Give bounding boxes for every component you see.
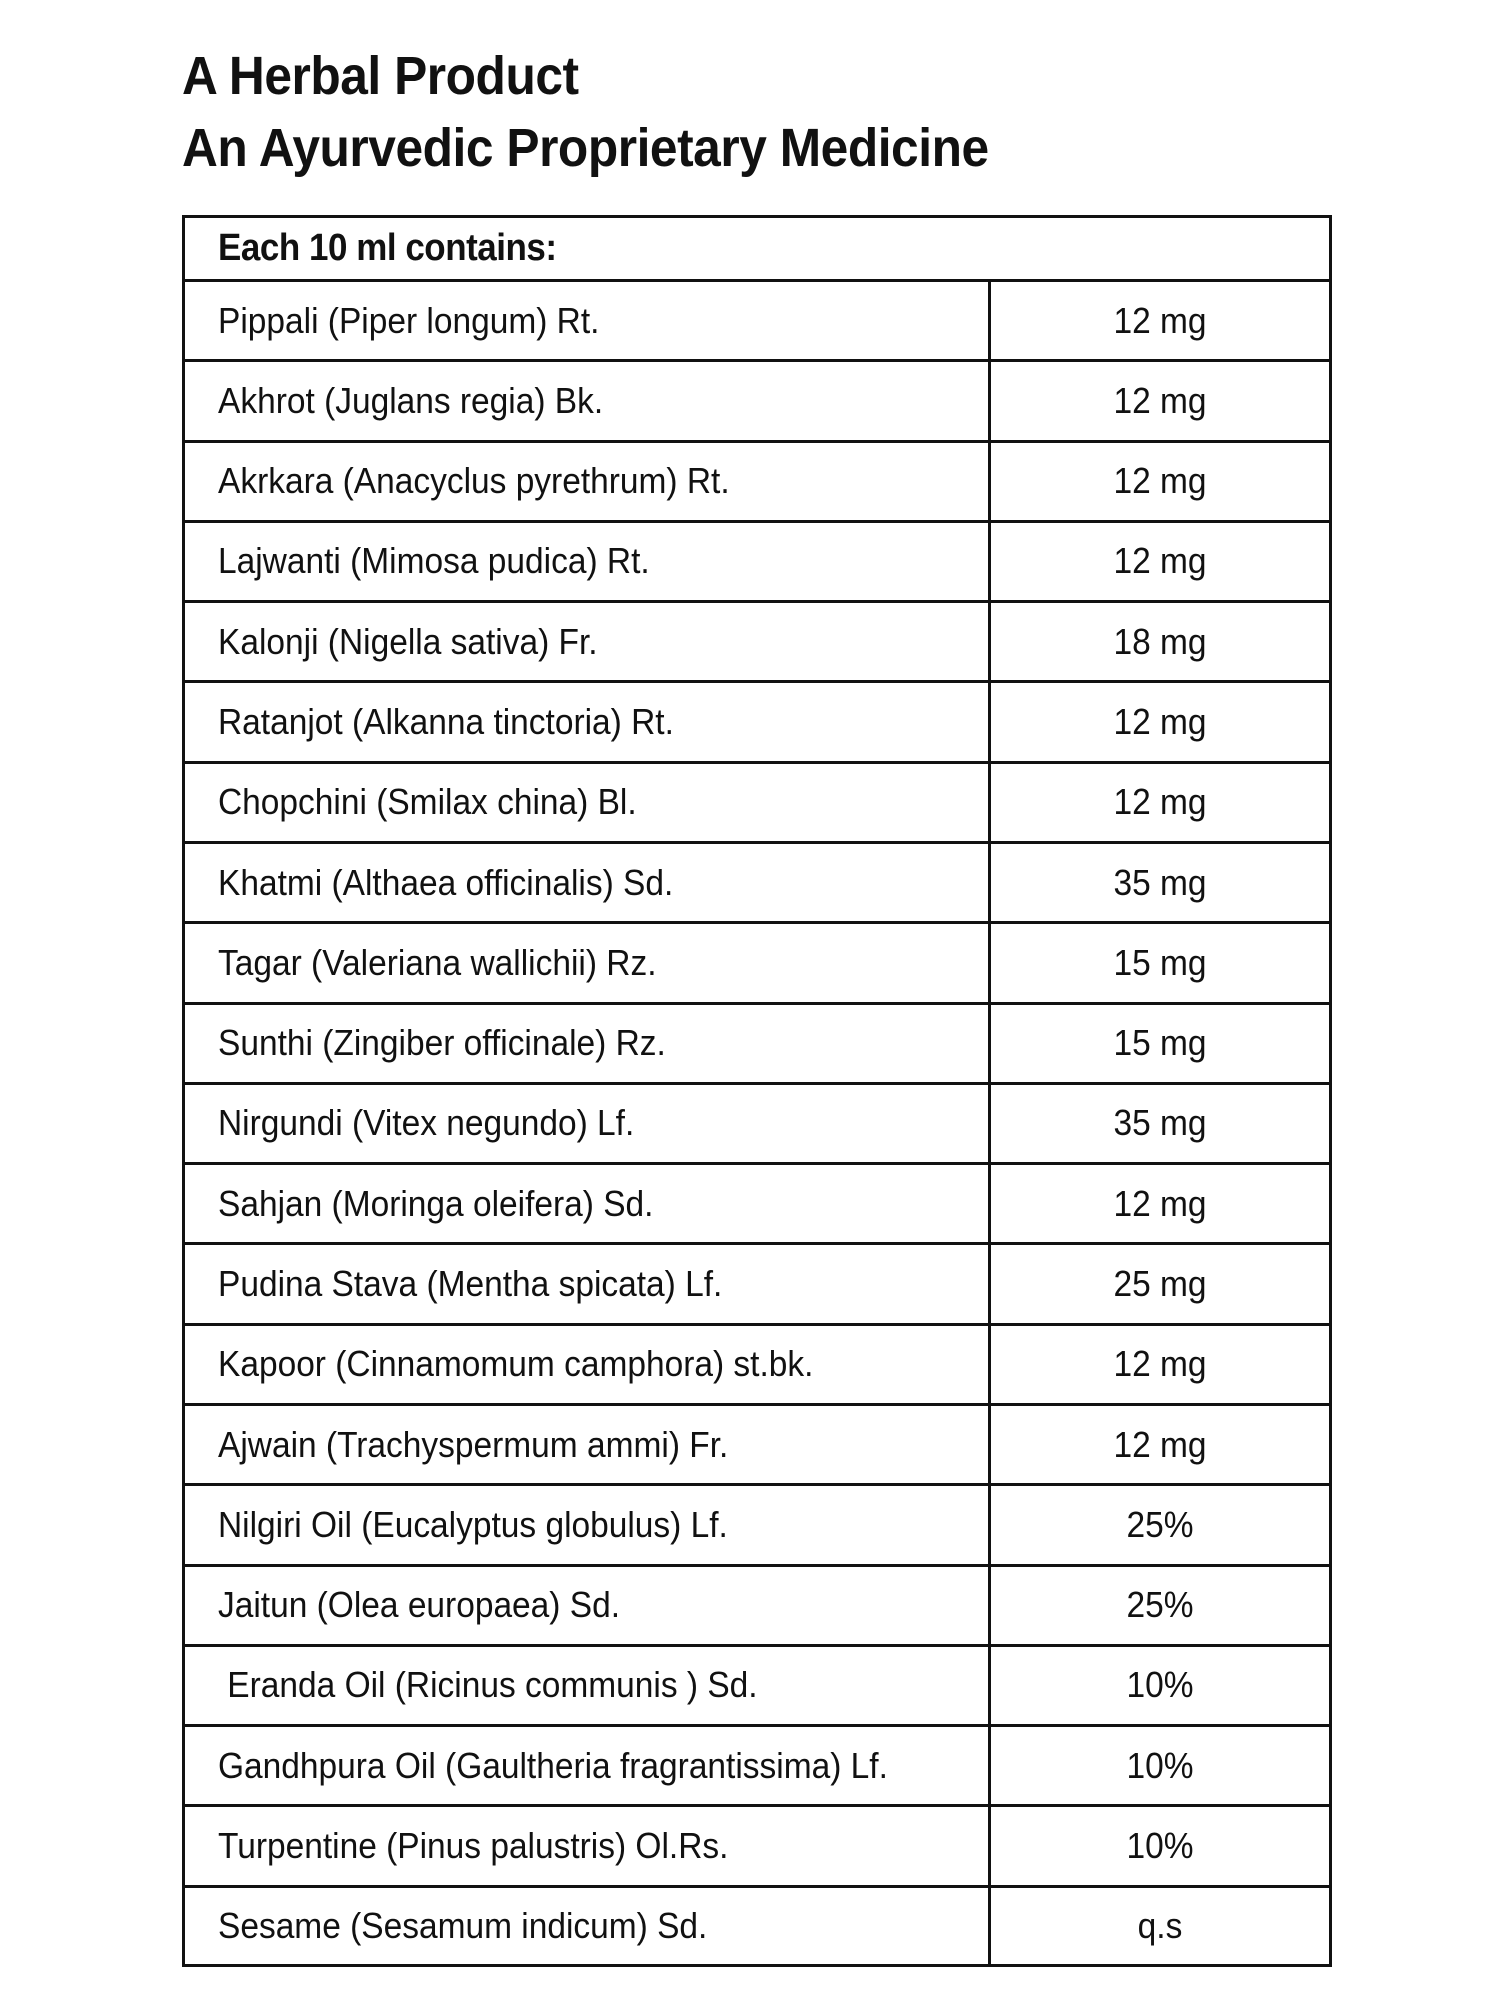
product-type-line: A Herbal Product: [182, 46, 579, 106]
ingredient-name-text: Sunthi (Zingiber officinale) Rz.: [218, 1022, 666, 1064]
ingredient-quantity: [989, 1404, 1329, 1484]
ingredient-quantity: [989, 521, 1329, 601]
table-row: [185, 842, 1329, 922]
table-row: [185, 1244, 1329, 1324]
medicine-type-line: An Ayurvedic Proprietary Medicine: [182, 118, 989, 178]
ingredient-name-text: Turpentine (Pinus palustris) Ol.Rs.: [218, 1824, 729, 1866]
table-row: [185, 1083, 1329, 1163]
ingredient-name-text: Ajwain (Trachyspermum ammi) Fr.: [218, 1423, 729, 1465]
ingredient-quantity-text: 12 mg: [1113, 379, 1207, 421]
ingredient-name-text: Kalonji (Nigella sativa) Fr.: [218, 620, 598, 662]
ingredient-quantity-text: 35 mg: [1113, 1102, 1207, 1144]
ingredient-quantity: [989, 1003, 1329, 1083]
ingredient-quantity: [989, 923, 1329, 1003]
ingredient-name-text: Jaitun (Olea europaea) Sd.: [218, 1584, 621, 1626]
ingredient-quantity: [989, 1726, 1329, 1806]
ingredient-name-text: Akhrot (Juglans regia) Bk.: [218, 379, 604, 421]
table-header-text: Each 10 ml contains:: [218, 227, 557, 269]
ingredient-name: [185, 1645, 989, 1725]
ingredient-quantity-text: 12 mg: [1113, 1423, 1207, 1465]
table-row: [185, 923, 1329, 1003]
ingredient-quantity: [989, 1886, 1329, 1964]
ingredient-name: [185, 762, 989, 842]
ingredient-name-text: Lajwanti (Mimosa pudica) Rt.: [218, 540, 650, 582]
ingredient-name: [185, 361, 989, 441]
ingredient-quantity-text: 18 mg: [1113, 620, 1207, 662]
ingredient-quantity-text: 10%: [1126, 1664, 1194, 1706]
ingredient-name-text: Nirgundi (Vitex negundo) Lf.: [218, 1102, 635, 1144]
table-row: [185, 1164, 1329, 1244]
ingredient-quantity-text: 25 mg: [1113, 1263, 1207, 1305]
ingredient-name: [185, 1806, 989, 1886]
table-row: [185, 1886, 1329, 1964]
ingredient-quantity-text: 10%: [1126, 1824, 1194, 1866]
table-row: [185, 682, 1329, 762]
ingredient-quantity: [989, 602, 1329, 682]
ingredient-quantity-text: 15 mg: [1113, 1022, 1207, 1064]
ingredients-table: [182, 215, 1332, 1967]
table-header: [185, 218, 1329, 281]
ingredient-name-text: Sesame (Sesamum indicum) Sd.: [218, 1904, 708, 1946]
ingredient-name: [185, 1083, 989, 1163]
ingredient-quantity: [989, 361, 1329, 441]
ingredient-quantity: [989, 1244, 1329, 1324]
ingredient-name: [185, 521, 989, 601]
ingredient-name-text: Chopchini (Smilax china) Bl.: [218, 781, 637, 823]
ingredient-quantity-text: q.s: [1137, 1904, 1183, 1946]
table-row: [185, 1645, 1329, 1725]
ingredient-name: [185, 682, 989, 762]
ingredient-quantity-text: 12 mg: [1113, 1343, 1207, 1385]
table-row: [185, 281, 1329, 361]
ingredient-name: [185, 1485, 989, 1565]
table-row: [185, 361, 1329, 441]
ingredient-quantity: [989, 1083, 1329, 1163]
ingredient-name-text: Eranda Oil (Ricinus communis ) Sd.: [218, 1664, 758, 1706]
ingredient-quantity: [989, 682, 1329, 762]
table-header-row: [185, 218, 1329, 281]
ingredient-name: [185, 602, 989, 682]
ingredient-quantity: [989, 441, 1329, 521]
table-row: [185, 441, 1329, 521]
table-row: [185, 1806, 1329, 1886]
ingredient-name: [185, 1726, 989, 1806]
ingredient-quantity-text: 12 mg: [1113, 701, 1207, 743]
ingredient-quantity: [989, 842, 1329, 922]
ingredient-quantity-text: 12 mg: [1113, 460, 1207, 502]
ingredient-name: [185, 1003, 989, 1083]
ingredient-quantity-text: 10%: [1126, 1744, 1194, 1786]
ingredient-quantity-text: 12 mg: [1113, 781, 1207, 823]
ingredient-name-text: Akrkara (Anacyclus pyrethrum) Rt.: [218, 460, 730, 502]
ingredient-name: [185, 842, 989, 922]
ingredient-name-text: Gandhpura Oil (Gaultheria fragrantissima) Lf.: [218, 1744, 888, 1786]
table-row: [185, 1324, 1329, 1404]
ingredient-quantity-text: 12 mg: [1113, 540, 1207, 582]
table-row: [185, 1003, 1329, 1083]
table-row: [185, 1485, 1329, 1565]
ingredient-quantity-text: 35 mg: [1113, 861, 1207, 903]
table-row: [185, 1404, 1329, 1484]
ingredient-name-text: Khatmi (Althaea officinalis) Sd.: [218, 861, 674, 903]
ingredient-name: [185, 1244, 989, 1324]
ingredient-name: [185, 281, 989, 361]
ingredient-name: [185, 1324, 989, 1404]
ingredient-name: [185, 1164, 989, 1244]
ingredient-quantity: [989, 1806, 1329, 1886]
table-row: [185, 602, 1329, 682]
ingredient-quantity: [989, 762, 1329, 842]
ingredient-name: [185, 1886, 989, 1964]
ingredient-name-text: Pippali (Piper longum) Rt.: [218, 299, 600, 341]
table-row: [185, 762, 1329, 842]
page-heading: [182, 40, 989, 184]
ingredient-name: [185, 1404, 989, 1484]
ingredient-name-text: Tagar (Valeriana wallichii) Rz.: [218, 941, 657, 983]
ingredient-quantity-text: 15 mg: [1113, 941, 1207, 983]
ingredient-name: [185, 923, 989, 1003]
table-row: [185, 1565, 1329, 1645]
ingredient-quantity-text: 25%: [1126, 1584, 1194, 1626]
ingredient-name-text: Ratanjot (Alkanna tinctoria) Rt.: [218, 701, 674, 743]
ingredient-name: [185, 1565, 989, 1645]
ingredient-quantity: [989, 1565, 1329, 1645]
ingredient-name-text: Nilgiri Oil (Eucalyptus globulus) Lf.: [218, 1503, 728, 1545]
ingredient-name-text: Sahjan (Moringa oleifera) Sd.: [218, 1182, 654, 1224]
ingredient-name-text: Kapoor (Cinnamomum camphora) st.bk.: [218, 1343, 814, 1385]
ingredient-quantity-text: 25%: [1126, 1503, 1194, 1545]
ingredient-name-text: Pudina Stava (Mentha spicata) Lf.: [218, 1263, 723, 1305]
ingredient-quantity: [989, 281, 1329, 361]
ingredient-quantity-text: 12 mg: [1113, 1182, 1207, 1224]
table-row: [185, 521, 1329, 601]
ingredient-quantity: [989, 1485, 1329, 1565]
ingredient-quantity: [989, 1324, 1329, 1404]
ingredient-quantity-text: 12 mg: [1113, 299, 1207, 341]
table-row: [185, 1726, 1329, 1806]
ingredient-quantity: [989, 1164, 1329, 1244]
ingredient-quantity: [989, 1645, 1329, 1725]
ingredient-name: [185, 441, 989, 521]
